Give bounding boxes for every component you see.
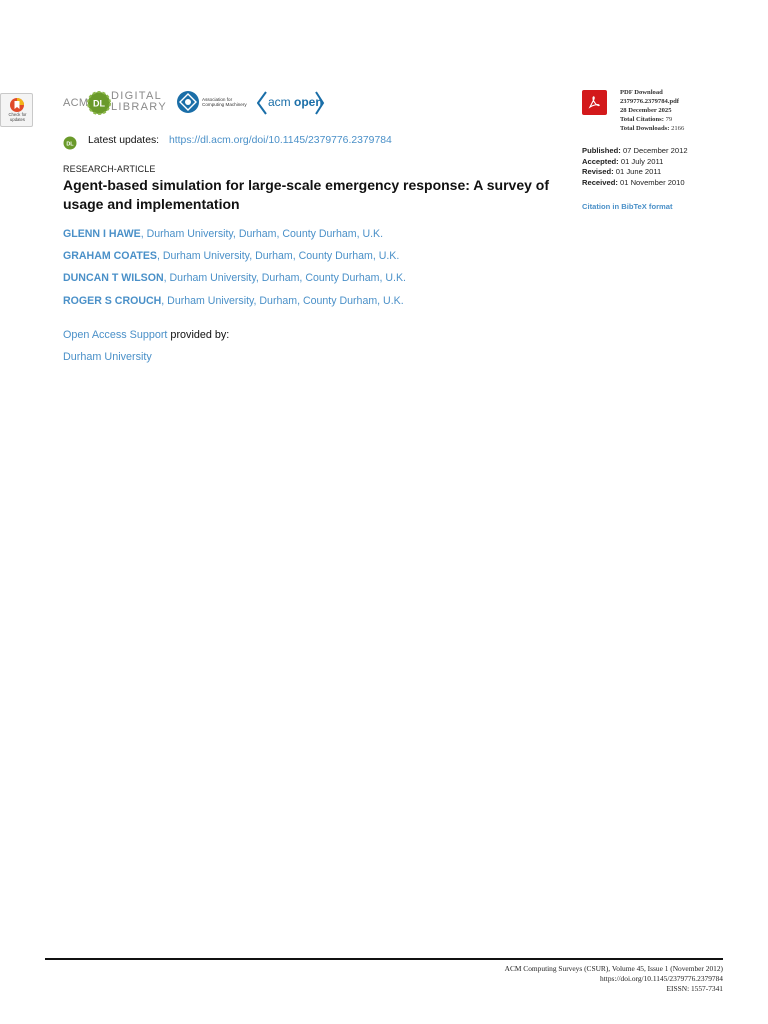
library-text: LIBRARY [111,101,167,113]
open-access-support [63,329,229,341]
open-access-provided-by: provided by: [167,329,230,341]
author-line [63,250,399,262]
acm-association-logo[interactable] [176,90,247,119]
author-name[interactable]: DUNCAN T WILSON [63,272,164,284]
pdf-icon [587,95,602,110]
latest-updates-link[interactable]: https://dl.acm.org/doi/10.1145/2379776.2379784 [169,135,392,146]
publication-history [582,146,688,188]
history-label: Accepted: [582,156,619,166]
author-line [63,295,404,307]
history-label: Received: [582,177,618,187]
footer-doi[interactable]: https://doi.org/10.1145/2379776.2379784 [600,974,723,983]
history-received [582,178,688,189]
history-label: Revised: [582,167,614,176]
pdf-filename: 2379776.2379784.pdf [620,98,679,105]
digital-library-text [111,91,167,113]
history-value: 01 June 2011 [615,167,662,176]
total-downloads-label: Total Downloads: [620,125,670,132]
acm-open-text [268,95,323,109]
history-label: Published: [582,146,621,155]
dl-mini-text: DL [66,141,74,148]
footer-divider [45,958,723,960]
check-for-updates-badge[interactable] [0,93,33,127]
author-affiliation[interactable]: , Durham University, Durham, County Durham, U.K. [161,295,404,307]
footer-eissn: EISSN: 1557-7341 [666,984,723,993]
total-citations [620,115,684,124]
author-affiliation[interactable]: , Durham University, Durham, County Durham, U.K. [156,250,400,262]
pdf-info [620,88,684,133]
total-downloads-value: 2166 [671,125,685,132]
pdf-date: 28 December 2025 [620,107,672,114]
acm-open-logo[interactable] [257,90,325,116]
author-affiliation[interactable]: , Durham University, Durham, County Durham, U.K. [140,228,384,240]
article-type: RESEARCH-ARTICLE [63,164,156,174]
author-line [63,228,383,240]
pdf-download-label[interactable]: PDF Download [620,89,663,96]
history-value: 01 July 2011 [620,156,664,166]
acm-logo-text: ACM [63,97,89,109]
latest-updates-label: Latest updates: [88,135,160,146]
association-line1: Association for [202,97,233,102]
digital-text: DIGITAL [111,90,163,102]
bibtex-citation-link[interactable]: Citation in BibTeX format [582,202,673,211]
history-published [582,146,688,157]
association-text [202,97,247,107]
dl-badge-text: DL [93,98,105,109]
total-downloads [620,124,684,133]
total-citations-label: Total Citations: [620,116,664,123]
author-affiliation[interactable]: , Durham University, Durham, County Durham, U.K. [163,272,406,284]
author-name[interactable]: GRAHAM COATES [63,250,157,262]
article-title: Agent-based simulation for large-scale emergency response: A survey of usage and implementation [63,177,550,212]
total-citations-value: 79 [665,116,673,123]
acm-diamond-icon [176,90,200,114]
dl-badge-icon [87,91,111,115]
acm-open-acm: acm [268,95,291,109]
author-name[interactable]: GLENN I HAWE [63,228,141,240]
open-access-link[interactable]: Open Access Support [63,329,168,341]
acm-open-open: open [294,95,323,109]
history-revised [582,167,688,178]
author-name[interactable]: ROGER S CROUCH [63,295,162,307]
footer-journal: ACM Computing Surveys (CSUR), Volume 45, Issue 1 (November 2012) [504,964,723,973]
history-value: 07 December 2012 [622,146,688,155]
footer-citation [505,964,723,994]
open-access-institution-link[interactable]: Durham University [63,351,152,363]
dl-mini-icon [63,136,77,150]
author-line [63,272,406,284]
history-accepted [582,157,688,168]
bookmark-icon [9,97,25,113]
pdf-download-button[interactable] [582,90,607,115]
check-for-updates-label: Check for updates [8,112,27,122]
history-value: 01 November 2010 [620,177,685,187]
association-line2: Computing Machinery [202,102,247,107]
